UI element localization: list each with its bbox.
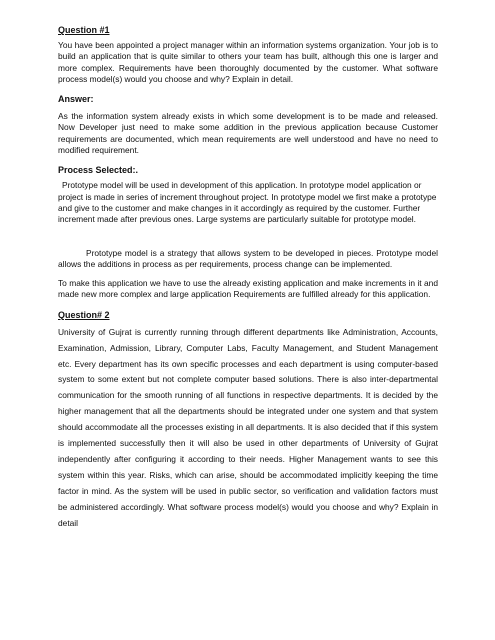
document-page <box>58 24 438 532</box>
process-paragraph-1: Prototype model will be used in development of this application. In prototype model application or project is made in series of increment throughout project. In prototype model we first make a prototype and give to the customer and make changes in it accordingly as required by the customer. Further increment made after previous ones. Large systems are particularly suitable for prototype model. <box>58 180 437 225</box>
process-selected-heading: Process Selected:. <box>58 165 139 176</box>
question-1-text: You have been appointed a project manager within an information systems organization. Your job is to build an application that is quite similar to others your team has built, although this one is larger and more complex. Requirements have been thoroughly documented by the customer. What software process model(s) would you choose and why? Explain in detail. <box>58 40 438 84</box>
question-2-text: University of Gujrat is currently running through different departments like Administration, Accounts, Examination, Admission, Library, Computer Labs, Faculty Management, and Student Management etc. Every department has its own specific processes and each department is using computer-based system to some extent but not complete computer based solutions. There is also inter-departmental communication for the smooth running of all functions in respective departments. It is decided by the higher management that all the departments should be integrated under one system and that system should accommodate all the processes existing in all departments. It is also decided that if this system is implemented successfully then it will also be used in other departments of University of Gujrat independently after configuring it according to their needs. Higher Management wants to see this system within this year. Risks, which can arise, should be accommodated implicitly keeping the time factor in mind. As the system will be used in public sector, so verification and validation factors must be administered accordingly. What software process model(s) would you choose and why? Explain in detail <box>58 326 438 528</box>
question-2-heading: Question# 2 <box>58 309 110 320</box>
process-paragraph-2: Prototype model is a strategy that allows system to be developed in pieces. Prototype model allows the additions in process as per requirements, process change can be implemented. <box>58 247 438 269</box>
question-1-heading: Question #1 <box>58 25 110 35</box>
answer-text: As the information system already exists in which some development is to be made and released. Now Developer just need to make some addition in the previous application because Customer requirements are documented, which mean requirements are well understood and have no need to modified requirement. <box>58 111 438 156</box>
process-paragraph-3: To make this application we have to use the already existing application and make increments in it and made new more complex and large application Requirements are fulfilled already for this application. <box>58 278 438 300</box>
answer-heading: Answer: <box>58 94 94 105</box>
